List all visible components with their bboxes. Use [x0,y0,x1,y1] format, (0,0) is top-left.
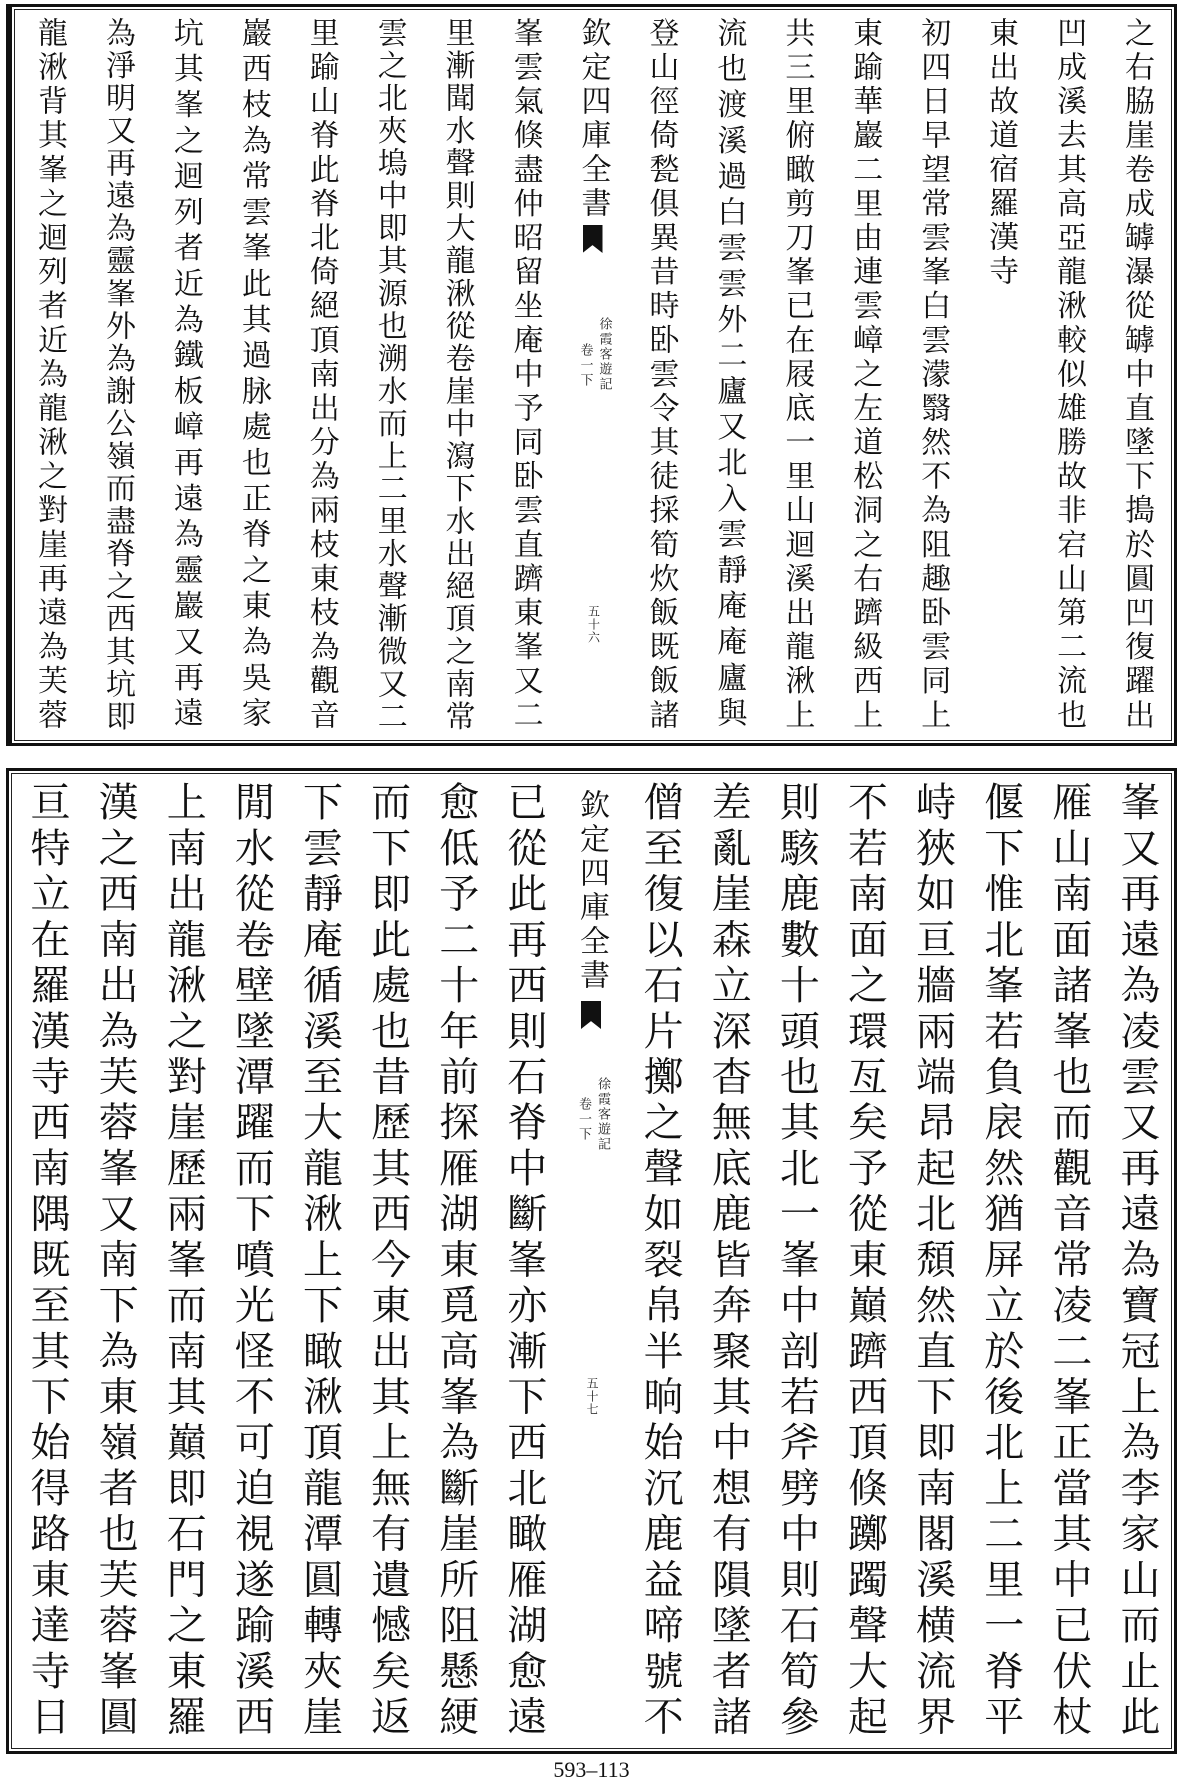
folio-number: 五十六 [586,605,601,644]
text-column: 上南出龍湫之對崖歷兩峯而南其巔即石門之東羅 [160,781,207,1741]
series-title: 欽定四庫全書 [574,789,609,993]
text-column: 亘特立在羅漢寺西南隅既至其下始得路東達寺日 [24,781,70,1741]
text-column: 里踰山脊此脊北倚絕頂南出分為兩枝東枝為觀音 [303,17,339,733]
fold-center-column [558,781,625,1741]
fishtail-mark [581,1001,601,1029]
text-column: 巖西枝為常雲峯此其過脉處也正脊之東為吳家 [235,17,271,733]
fold-center-column [560,17,627,733]
text-column: 而下即此處也昔歷其西今東出其上無有遺憾矣返 [364,781,411,1741]
text-column: 閒水從卷壁墜潭躍而下噴光怪不可迫視遂踰溪西 [228,781,275,1741]
bottom-half-leaf [6,768,1177,1754]
text-column: 龍湫背其峯之迴列者近為龍湫之對崖再遠為芙蓉 [32,17,67,733]
series-title: 欽定四庫全書 [575,17,611,221]
text-column: 雲之北夾塢中即其源也溯水而上二里水聲漸微又二 [371,17,407,733]
text-column: 雁山南面諸峯也而觀音常凌二峯正當其中已伏杖 [1045,781,1092,1741]
page-number-label: 593–113 [553,1757,630,1782]
text-column: 流也渡溪過白雲雲外二廬又北入雲靜庵庵廬與 [711,17,747,733]
text-column: 東踰華巖二里由連雲嶂之左道松洞之右躋級西上 [847,17,883,733]
text-column: 漢之西南出為芙蓉峯又南下為東嶺者也芙蓉峯圓 [92,781,139,1741]
text-column: 登山徑倚甃俱異昔時卧雲令其徒採筍炊飯既飯諸 [643,17,679,733]
text-column: 偃下惟北峯若負扆然猶屏立於後北上二里一脊平 [977,781,1024,1741]
folio-number: 五十七 [585,1377,599,1416]
text-column: 東出故道宿羅漢寺 [983,17,1019,289]
text-column: 差亂崖森立深杳無底鹿皆奔聚其中想有隕墜者諸 [705,781,752,1741]
volume-label: 卷一下 [577,343,593,388]
text-column: 峙狹如亘牆兩端昂起北頹然直下即南閣溪横流界 [909,781,956,1741]
text-columns [13,781,1170,1741]
text-columns [16,17,1170,733]
volume-label: 卷一下 [576,1097,591,1142]
text-column: 愈低予二十年前探雁湖東覓高峯為斷崖所阻懸綆 [432,781,479,1741]
text-column: 共三里俯瞰剪刀峯已在屐底一里山迴溪出龍湫上 [779,17,815,733]
fishtail-mark [583,225,603,253]
text-column: 之右脇崖卷成罅瀑從罅中直墜下搗於圓凹復躍出 [1119,17,1154,733]
top-half-leaf [6,4,1177,746]
book-title: 徐霞客遊記 [595,1077,610,1152]
text-column: 里漸聞水聲則大龍湫從卷崖中瀉下水出絕頂之南常 [439,17,475,733]
text-column: 坑其峯之迴列者近為鐵板嶂再遠為靈巖又再遠 [167,17,203,733]
text-column: 下雲靜庵循溪至大龍湫上下瞰湫頂龍潭圓轉夾崖 [296,781,343,1741]
text-column: 峯雲氣倏盡仲昭留坐庵中予同卧雲直躋東峯又二 [507,17,543,733]
text-column: 凹成溪去其高亞龍湫較似雄勝故非宕山第二流也 [1051,17,1087,733]
text-column: 初四日早望常雲峯白雲濛翳然不為阻趣卧雲同上 [915,17,951,733]
text-column: 僧至復以石片擲之聲如裂帛半晌始沉鹿益啼號不 [637,781,684,1741]
text-column: 峯又再遠為凌雲又再遠為寶冠上為李家山而止此 [1114,781,1160,1741]
text-column: 不若南面之環亙矣予從東巔躋西頂倏躑躅聲大起 [841,781,888,1741]
text-column: 已從此再西則石脊中斷峯亦漸下西北瞰雁湖愈遠 [500,781,547,1741]
book-title: 徐霞客遊記 [596,317,612,392]
text-column: 為淨明又再遠為靈峯外為謝公嶺而盡脊之西其坑即 [99,17,135,733]
text-column: 則駭鹿數十頭也其北一峯中剖若斧劈中則石筍參 [773,781,820,1741]
